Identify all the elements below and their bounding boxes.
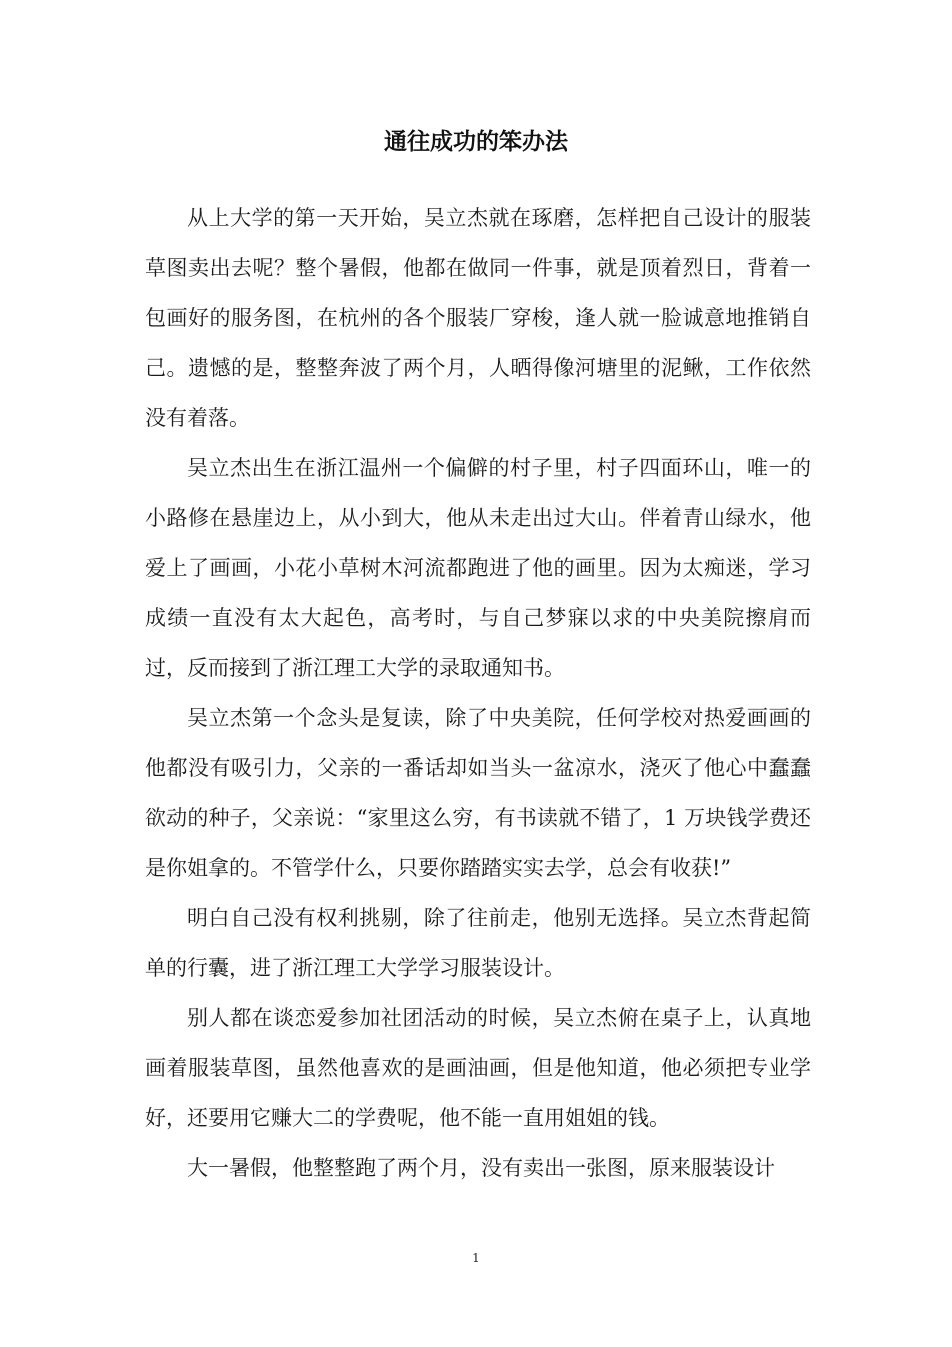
paragraph: 吴立杰第一个念头是复读，除了中央美院，任何学校对热爱画画的他都没有吸引力，父亲的一番话却如当头一盆凉水，浇灭了他心中蠢蠢欲动的种子，父亲说：“家里这么穷，有书读就不错了，1 万块钱学费还是你姐拿的。不管学什么，只要你踏踏实实去学，总会有收获!” [145, 706, 811, 880]
paragraph: 吴立杰出生在浙江温州一个偏僻的村子里，村子四面环山，唯一的小路修在悬崖边上，从小到大，他从未走出过大山。伴着青山绿水，他爱上了画画，小花小草树木河流都跑进了他的画里。因为太痴迷，学习成绩一直没有太大起色，高考时，与自己梦寐以求的中央美院擦肩而过，反而接到了浙江理工大学的录取通知书。 [145, 456, 811, 680]
page-number: 1 [472, 1251, 480, 1265]
document-title: 通往成功的笨办法 [384, 129, 568, 155]
paragraph: 明白自己没有权利挑剔，除了往前走，他别无选择。吴立杰背起简单的行囊，进了浙江理工大学学习服装设计。 [145, 906, 811, 980]
document-body [145, 193, 811, 1193]
paragraph: 从上大学的第一天开始，吴立杰就在琢磨，怎样把自己设计的服装草图卖出去呢？整个暑假，他都在做同一件事，就是顶着烈日，背着一包画好的服务图，在杭州的各个服装厂穿梭，逢人就一脸诚意地推销自己。遗憾的是，整整奔波了两个月，人晒得像河塘里的泥鳅，工作依然没有着落。 [145, 206, 811, 430]
paragraph: 别人都在谈恋爱参加社团活动的时候，吴立杰俯在桌子上，认真地画着服装草图，虽然他喜欢的是画油画，但是他知道，他必须把专业学好，还要用它赚大二的学费呢，他不能一直用姐姐的钱。 [145, 1006, 811, 1130]
paragraph: 大一暑假，他整整跑了两个月，没有卖出一张图，原来服装设计 [187, 1156, 775, 1180]
